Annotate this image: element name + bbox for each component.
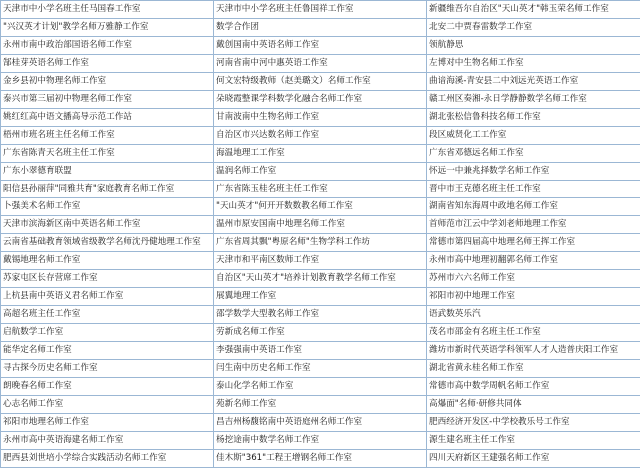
table-cell[interactable]: 广东省陈青天名班主任工作室 [1,144,214,162]
table-cell[interactable]: 姚红红高中语文播高导示范工作站 [1,108,214,126]
table-cell[interactable]: 湖南省知东海周中政地名师工作室 [427,198,640,216]
table-cell[interactable]: 劳新成名师工作室 [214,324,427,342]
table-cell[interactable]: 祁阳市初中地理工作室 [427,288,640,306]
table-row [1,270,640,288]
table-cell[interactable]: 天津市中小学名班主任鲁国祥工作室 [214,1,427,19]
table-row [1,144,640,162]
table-row [1,198,640,216]
table-cell[interactable]: 苏家屯区长存营席工作室 [1,270,214,288]
table-cell[interactable]: 天津市和平南区数师工作室 [214,252,427,270]
table-cell[interactable]: 茂名市邵金有名班主任工作室 [427,324,640,342]
table-cell[interactable]: 晋中市王克德名班主任工作室 [427,180,640,198]
table-cell[interactable]: 泰兴市第三届初中物理名师工作室 [1,90,214,108]
table-cell[interactable]: 广东省周其飘"粤原名师"生物学科工作坊 [214,234,427,252]
table-cell[interactable]: 自治区"天山英才"培养计划教育教学名师工作室 [214,270,427,288]
table-cell[interactable]: 梧州市班名班主任名师工作室 [1,126,214,144]
table-cell[interactable]: "天山英才"何开开数数教名师工作室 [214,198,427,216]
table-row [1,126,640,144]
table-cell[interactable]: 四川天府新区王建强名师工作室 [427,449,640,467]
table-cell[interactable]: 心志名师工作室 [1,395,214,413]
table-cell[interactable]: 何文宏特级教师（赵美璐文）名师工作室 [214,72,427,90]
table-cell[interactable]: 温州市原安国南中地理名师工作室 [214,216,427,234]
table-cell[interactable]: 祁阳市地理名师工作室 [1,413,214,431]
table-row [1,216,640,234]
table-cell[interactable]: 永州市南中政治部国语名师工作室 [1,36,214,54]
table-row [1,162,640,180]
table-body [1,1,640,468]
table-cell[interactable]: 数学合作团 [214,18,427,36]
table-cell[interactable]: 永州市高中地理初翻郭名师工作室 [427,252,640,270]
table-cell[interactable]: 领航静思 [427,36,640,54]
table-cell[interactable]: 朗晚春名师工作室 [1,378,214,396]
table-row [1,342,640,360]
table-row [1,234,640,252]
table-cell[interactable]: 语武数英乐汽 [427,306,640,324]
table-cell[interactable]: 新疆维吾尔自治区"天山英才"韩玉荣名师工作室 [427,1,640,19]
table-row [1,395,640,413]
table-row [1,431,640,449]
table-cell[interactable]: 苏州市六六名师工作室 [427,270,640,288]
table-cell[interactable]: 左博对中生物名师工作室 [427,54,640,72]
table-cell[interactable]: 戴创国南中英语名师工作室 [214,36,427,54]
table-cell[interactable]: 肥西县刘世培小学综合实践活动名师工作室 [1,449,214,467]
table-row [1,306,640,324]
table-cell[interactable]: 闫生南中历史名师工作室 [214,360,427,378]
table-row [1,72,640,90]
table-cell[interactable]: 戴锡地理名师工作室 [1,252,214,270]
table-cell[interactable]: 首师范市江云中学刘老师地理工作室 [427,216,640,234]
table-cell[interactable]: 泰山化学名师工作室 [214,378,427,396]
table-cell[interactable]: 天津市滨海新区南中英语名师工作室 [1,216,214,234]
table-row [1,252,640,270]
table-cell[interactable]: 昌吉州杨馥铭南中英语庭州名师工作室 [214,413,427,431]
table-cell[interactable]: 常德市高中数学周帆名师工作室 [427,378,640,396]
table-cell[interactable]: 能华定名师工作室 [1,342,214,360]
table-cell[interactable]: 段区威贤化工工作室 [427,126,640,144]
table-cell[interactable]: 海温地理工工作室 [214,144,427,162]
table-cell[interactable]: 永州市高中英语海建名师工作室 [1,431,214,449]
table-cell[interactable]: 寻古探今历史名师工作室 [1,360,214,378]
table-cell[interactable]: 广东省陈玉桂名班主任工作室 [214,180,427,198]
table-cell[interactable]: 展翼地理工作室 [214,288,427,306]
table-row [1,378,640,396]
table-row [1,108,640,126]
table-row [1,1,640,19]
table-cell[interactable]: 北安二中贾春雷数学工作室 [427,18,640,36]
table-cell[interactable]: 阳信县孙丽萍"同雅共育"家庭教育名师工作室 [1,180,214,198]
table-cell[interactable]: 肥西经济开发区-中学校教乐号工作室 [427,413,640,431]
table-cell[interactable]: 卜强美术名师工作室 [1,198,214,216]
table-cell[interactable]: 湖北张松信鲁科技名师工作室 [427,108,640,126]
table-cell[interactable]: 湖北省黄永桂名师工作室 [427,360,640,378]
table-cell[interactable]: 河南省南中河中惠英语工作室 [214,54,427,72]
table-cell[interactable]: 自治区市兴达数名师工作室 [214,126,427,144]
table-cell[interactable]: 李强强南中英语工作室 [214,342,427,360]
table-cell[interactable]: 启航数学工作室 [1,324,214,342]
table-row [1,324,640,342]
table-cell[interactable]: 广东小翠德育联盟 [1,162,214,180]
table-row [1,36,640,54]
table-cell[interactable]: 高爆面"名师·研修共同体 [427,395,640,413]
table-row [1,360,640,378]
table-cell[interactable]: "兴汉英才计划"教学名师万雅静工作室 [1,18,214,36]
table-row [1,449,640,467]
table-cell[interactable]: 怀远一中兼兆择数学名师工作室 [427,162,640,180]
table-row [1,413,640,431]
table-row [1,288,640,306]
table-row [1,180,640,198]
table-cell[interactable]: 苑新名师工作室 [214,395,427,413]
table-cell[interactable]: 杨挖途南中数学名师工作室 [214,431,427,449]
table-cell[interactable]: 上杭县南中英语义君名师工作室 [1,288,214,306]
table-cell[interactable]: 赣工州区奏湘-永日学静静数学名师工作室 [427,90,640,108]
table-cell[interactable]: 曲谙海溪-青安县二中刘远光英语工作室 [427,72,640,90]
table-cell[interactable]: 源生建名班主任工作室 [427,431,640,449]
table-row [1,54,640,72]
table-cell[interactable]: 温润名师工作室 [214,162,427,180]
table-cell[interactable]: 邵学数学大型教名师工作室 [214,306,427,324]
table-cell[interactable]: 广东省邓德远名师工作室 [427,144,640,162]
table-cell[interactable]: 云南省基础教育领域省级教学名师沈丹健地理工作室 [1,234,214,252]
table-cell[interactable]: 甘南波南中生物名师工作室 [214,108,427,126]
table-cell[interactable]: 郜桂芽英语名师工作室 [1,54,214,72]
table-cell[interactable]: 潍坊市新时代英语学科领军人才人造普庆阳工作室 [427,342,640,360]
table-cell[interactable]: 朵晓霞整课学科数学化融合名师工作室 [214,90,427,108]
table-cell[interactable]: 高超名班主任工作室 [1,306,214,324]
table-row [1,90,640,108]
table-cell[interactable]: 金乡县初中物理名师工作室 [1,72,214,90]
table-cell[interactable]: 天津市中小学名班主任马国春工作室 [1,1,214,19]
table-cell[interactable]: 佳木斯"361"工程王增钢名师工作室 [214,449,427,467]
table-cell[interactable]: 常德市第四届高中地理名师王挥工作室 [427,234,640,252]
table-row [1,18,640,36]
